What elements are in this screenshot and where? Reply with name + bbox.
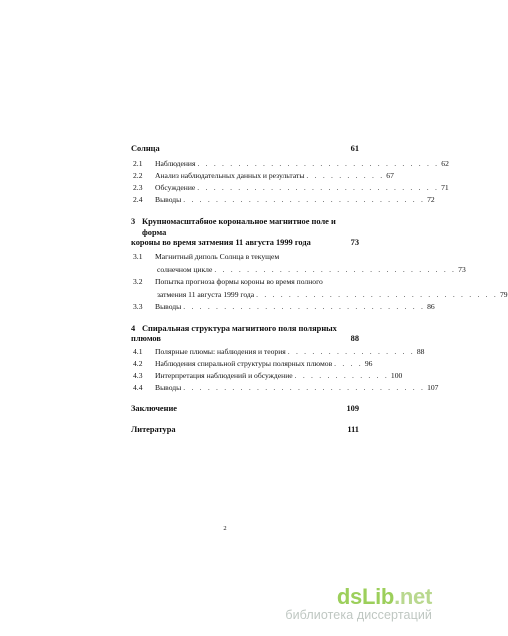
toc-chapter-3[interactable]	[131, 216, 359, 247]
toc-number: 3.2	[133, 277, 143, 286]
toc-item-2-2[interactable]	[131, 171, 394, 180]
toc-leader: . . . . . . . . . .	[306, 171, 385, 180]
page-number: 2	[223, 525, 227, 532]
toc-leader: . . . . . . . . . . . . . . . . . . . . . . . . . . . . . .	[183, 302, 426, 311]
watermark	[285, 586, 432, 622]
toc-item-2-1[interactable]	[131, 159, 449, 168]
toc-title: Наблюдения	[155, 159, 196, 168]
toc-page: 100	[390, 371, 403, 380]
watermark-subtitle: библиотека диссертаций	[285, 608, 432, 622]
toc-item-2-3[interactable]	[131, 183, 449, 192]
toc-item-3-2[interactable]	[131, 277, 508, 299]
toc-leader: . . . . . . . . . . . . . . . . . . . . . . . . . . . . . .	[197, 159, 440, 168]
toc-chapter-4[interactable]	[131, 323, 359, 343]
toc-number: 3.3	[133, 302, 143, 311]
toc-title: Выводы	[155, 302, 182, 311]
toc-title-line-2: солнечном цикле	[157, 265, 213, 274]
toc-leader: . . . . . . . . . . . . . . . . . . . . . . . . . . . . . .	[197, 183, 440, 192]
toc-leader: . . . . . . . . . . . . . . . .	[287, 347, 415, 356]
toc-number: 4.4	[133, 383, 143, 392]
toc-conclusion[interactable]	[131, 404, 359, 413]
toc-page: 88	[350, 334, 359, 343]
toc-page: 62	[441, 159, 449, 168]
toc-page: 61	[350, 144, 359, 153]
toc-page: 86	[427, 302, 435, 311]
toc-item-4-2[interactable]	[131, 359, 373, 368]
toc-item-3-3[interactable]	[131, 302, 435, 311]
toc-number: 4.3	[133, 371, 143, 380]
toc-title-line-1: Спиральная структура магнитного поля полярных	[142, 324, 337, 333]
toc-page: 72	[427, 195, 435, 204]
table-of-contents	[131, 144, 508, 434]
toc-page: 73	[458, 265, 466, 274]
toc-page: 79	[499, 290, 508, 299]
toc-number: 4.2	[133, 359, 143, 368]
toc-title-line-2: короны во время затмения 11 августа 1999 года	[131, 238, 311, 247]
toc-title: Выводы	[155, 195, 182, 204]
toc-leader: . . . . . . . . . . . .	[294, 371, 389, 380]
toc-page: 109	[346, 404, 359, 413]
toc-number: 3	[131, 217, 136, 226]
toc-number: 2.3	[133, 183, 143, 192]
toc-item-4-4[interactable]	[131, 383, 439, 392]
toc-page: 73	[350, 238, 359, 247]
toc-chapter-2-tail[interactable]	[131, 144, 359, 153]
watermark-logo	[285, 586, 432, 608]
toc-title-line-1: Крупномасштабное корональное магнитное поле и форма	[142, 217, 336, 237]
watermark-logo-main: dsLib	[336, 584, 395, 609]
watermark-logo-tld: .net	[394, 584, 432, 609]
toc-page: 71	[441, 183, 449, 192]
toc-title-line-1: Магнитный диполь Солнца в текущем	[155, 252, 280, 261]
toc-page: 107	[427, 383, 439, 392]
toc-item-4-3[interactable]	[131, 371, 403, 380]
toc-title-line-2: затмения 11 августа 1999 года	[157, 290, 255, 299]
toc-page: 67	[386, 171, 394, 180]
toc-number: 4	[131, 324, 136, 333]
toc-title: Солнца	[131, 144, 160, 153]
toc-page: 88	[416, 347, 425, 356]
toc-title-line-2: плюмов	[131, 334, 161, 343]
toc-title-line-1: Попытка прогноза формы короны во время полного	[155, 277, 323, 286]
toc-title: Полярные плюмы: наблюдения и теория	[155, 347, 286, 356]
toc-item-3-1[interactable]	[131, 252, 466, 274]
toc-leader: . . . . . . . . . . . . . . . . . . . . . . . . . . . . . .	[183, 195, 426, 204]
toc-title: Интерпретация наблюдений и обсуждение	[155, 371, 293, 380]
toc-leader: . . . . . . . . . . . . . . . . . . . . . . . . . . . . . .	[256, 290, 498, 299]
toc-title: Выводы	[155, 383, 182, 392]
toc-number: 2.2	[133, 171, 143, 180]
toc-title: Обсуждение	[155, 183, 196, 192]
toc-literature[interactable]	[131, 425, 359, 434]
toc-title: Анализ наблюдательных данных и результаты	[155, 171, 305, 180]
toc-item-2-4[interactable]	[131, 195, 435, 204]
toc-title: Наблюдения спиральной структуры полярных плюмов	[155, 359, 333, 368]
toc-title: Литература	[131, 425, 176, 434]
toc-leader: . . . . . . . . . . . . . . . . . . . . . . . . . . . . . .	[183, 383, 426, 392]
toc-number: 3.1	[133, 252, 143, 261]
toc-page: 96	[364, 359, 373, 368]
toc-item-4-1[interactable]	[131, 347, 425, 356]
toc-page: 111	[347, 425, 359, 434]
toc-number: 2.1	[133, 159, 143, 168]
toc-title: Заключение	[131, 404, 178, 413]
toc-number: 4.1	[133, 347, 143, 356]
toc-leader: . . . .	[334, 359, 363, 368]
toc-number: 2.4	[133, 195, 143, 204]
toc-leader: . . . . . . . . . . . . . . . . . . . . . . . . . . . . . .	[214, 265, 457, 274]
